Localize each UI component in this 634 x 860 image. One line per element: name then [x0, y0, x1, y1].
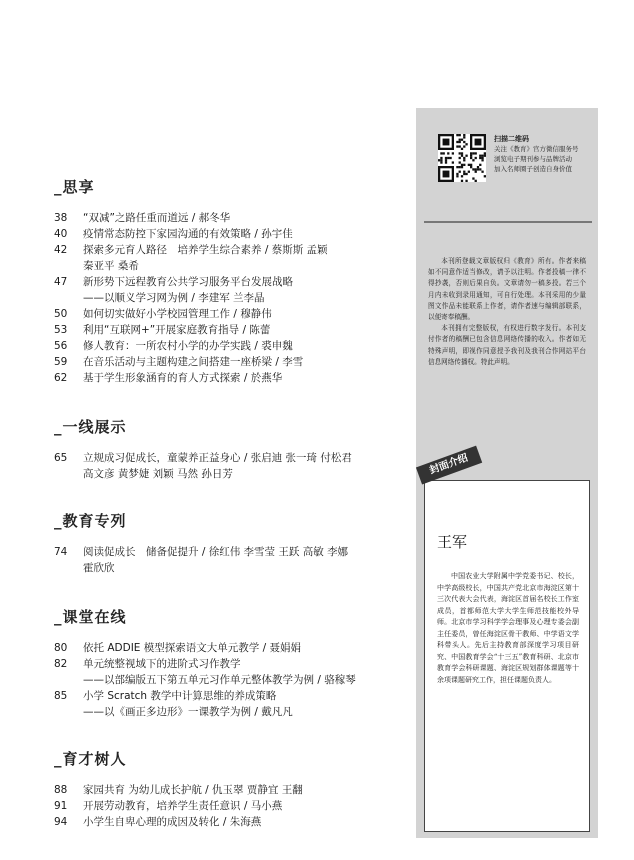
page-number: 38	[54, 212, 68, 224]
page-number: 56	[54, 340, 68, 352]
page-number: 62	[54, 372, 68, 384]
entry-title	[83, 814, 406, 830]
toc-entry[interactable]	[54, 640, 406, 656]
page-number: 65	[54, 452, 68, 464]
entry-line: 疫情常态防控下家园沟通的有效策略 / 孙宇佳	[83, 228, 293, 240]
entry-title	[83, 210, 406, 226]
toc-entry[interactable]	[54, 370, 406, 386]
entry-line: ——以《画正多边形》一课教学为例 / 戴凡凡	[83, 706, 293, 718]
entry-line: 秦亚平 桑希	[83, 260, 139, 272]
cover-person-name: 王军	[437, 533, 468, 551]
notice-paragraph: 本刊拥有完整版权，有权进行数字发行。本刊支付作者的稿酬已包含信息网络传播的收入。作者如无特殊声明，即视作同意授予我刊及我刊合作网站平台信息网络传播权。特此声明。	[428, 324, 586, 366]
cover-intro	[424, 452, 590, 832]
page-number: 74	[54, 546, 68, 558]
entry-line: ——以顺义学习网为例 / 李建军 兰李晶	[83, 292, 265, 304]
entry-line: 小学 Scratch 教学中计算思维的养成策略	[83, 690, 277, 702]
entry-title	[83, 242, 406, 274]
page-number: 40	[54, 228, 68, 240]
toc-entry[interactable]	[54, 782, 406, 798]
entry-line: 立规成习促成长，童蒙养正益身心 / 张启迪 张一琦 付松君	[83, 452, 352, 464]
entry-title	[83, 306, 406, 322]
page-number: 88	[54, 784, 68, 796]
toc-entry[interactable]	[54, 798, 406, 814]
entry-title	[83, 640, 406, 656]
toc-entry[interactable]	[54, 226, 406, 242]
qr-caption	[494, 134, 594, 174]
cover-tag: 封面介绍	[416, 446, 482, 485]
toc-section	[54, 416, 406, 482]
page-number: 80	[54, 642, 68, 654]
entry-title	[83, 544, 406, 576]
qr-line: 加入名师圈子创造自身价值	[494, 165, 572, 173]
toc-entry[interactable]	[54, 450, 406, 482]
qr-line: 关注《教育》官方微信服务号	[494, 145, 579, 153]
divider	[424, 221, 592, 223]
section-title: _一线展示	[54, 418, 127, 436]
entry-line: 霍欣欣	[83, 562, 115, 574]
table-of-contents	[54, 176, 406, 830]
toc-section	[54, 176, 406, 386]
section-title: _课堂在线	[54, 608, 127, 626]
page-number: 94	[54, 816, 68, 828]
entry-line: 小学生自卑心理的成因及转化 / 朱海燕	[83, 816, 262, 828]
toc-section	[54, 606, 406, 720]
entry-title	[83, 450, 406, 482]
sidebar	[416, 108, 598, 838]
entry-title	[83, 354, 406, 370]
cover-bio: 中国农业大学附属中学党委书记、校长，中学高级校长，中国共产党北京市海淀区第十三次代表大会代表，海淀区首届名校长工作室成员，首都师范大学大学生师范技能校外导师。北京市学习科学学会理事及心理专委会副主任委员，曾任海淀区骨干教师、中学语文学科带头人。先后主持教育部深度学习项目研究、中国教育学会“十三五”教育科研、北京市教育学会科研课题、海淀区规划群体课题等十余项课题研究工作，担任课题负责人。	[437, 572, 579, 684]
copyright-notice	[428, 256, 586, 368]
entry-line: 基于学生形象涵育的育人方式探索 / 於燕华	[83, 372, 283, 384]
toc-entry[interactable]	[54, 814, 406, 830]
notice-paragraph: 本刊所登载文章版权归《教育》所有。作者来稿如不同意作适当修改，请予以注明。作者投稿一律不得抄袭，否则后果自负。文章请勿一稿多投。若三个月内未收到录用通知，可自行处理。本刊采用的少量图文作品未能联系上作者，请作者速与编辑部联系，以便寄奉稿酬。	[428, 257, 586, 322]
toc-entry[interactable]	[54, 354, 406, 370]
entry-line: ——以部编版五下第五单元习作单元整体教学为例 / 骆稼琴	[83, 674, 356, 686]
entry-line: 阅读促成长 储备促提升 / 徐红伟 李雪莹 王跃 高敏 李娜	[83, 546, 349, 558]
toc-entry[interactable]	[54, 210, 406, 226]
page-number: 50	[54, 308, 68, 320]
section-title: _思享	[54, 178, 95, 196]
page-number: 91	[54, 800, 68, 812]
qr-code-icon[interactable]	[438, 134, 486, 182]
entry-line: 修人教育：一所农村小学的办学实践 / 裘申魏	[83, 340, 293, 352]
toc-section	[54, 748, 406, 830]
page-number: 42	[54, 244, 68, 256]
toc-entry[interactable]	[54, 306, 406, 322]
entry-line: 在音乐活动与主题构建之间搭建一座桥梁 / 李雪	[83, 356, 304, 368]
entry-title	[83, 688, 406, 720]
entry-title	[83, 370, 406, 386]
qr-line: 浏览电子期刊参与品牌活动	[494, 155, 572, 163]
qr-heading: 扫描二维码	[494, 135, 529, 143]
entry-title	[83, 322, 406, 338]
toc-entry[interactable]	[54, 274, 406, 306]
section-title: _育才树人	[54, 750, 127, 768]
entry-line: 新形势下远程教育公共学习服务平台发展战略	[83, 276, 293, 288]
toc-entry[interactable]	[54, 322, 406, 338]
entry-title	[83, 274, 406, 306]
entry-line: 利用“互联网+”开展家庭教育指导 / 陈蕾	[83, 324, 271, 336]
entry-line: 如何切实做好小学校园管理工作 / 穆静伟	[83, 308, 272, 320]
toc-entry[interactable]	[54, 338, 406, 354]
entry-title	[83, 782, 406, 798]
entry-line: 探索多元育人路径 培养学生综合素养 / 蔡斯斯 孟颖	[83, 244, 328, 256]
page-number: 85	[54, 690, 68, 702]
toc-entry[interactable]	[54, 242, 406, 274]
entry-line: 依托 ADDIE 模型探索语文大单元教学 / 聂娟娟	[83, 642, 301, 654]
entry-line: 高文彦 黄梦婕 刘颖 马然 孙日芳	[83, 468, 233, 480]
toc-section	[54, 510, 406, 576]
toc-entry[interactable]	[54, 656, 406, 688]
entry-title	[83, 798, 406, 814]
page-number: 82	[54, 658, 68, 670]
page-number: 59	[54, 356, 68, 368]
toc-entry[interactable]	[54, 688, 406, 720]
entry-line: 家园共育 为幼儿成长护航 / 仇玉翠 贾静宜 王翻	[83, 784, 303, 796]
entry-line: 开展劳动教育，培养学生责任意识 / 马小燕	[83, 800, 283, 812]
page-number: 47	[54, 276, 68, 288]
page-number: 53	[54, 324, 68, 336]
entry-title	[83, 226, 406, 242]
entry-title	[83, 338, 406, 354]
entry-title	[83, 656, 406, 688]
toc-entry[interactable]	[54, 544, 406, 576]
entry-line: 单元统整视域下的进阶式习作教学	[83, 658, 241, 670]
entry-line: “双减”之路任重而道远 / 郝冬华	[83, 212, 231, 224]
section-title: _教育专列	[54, 512, 127, 530]
